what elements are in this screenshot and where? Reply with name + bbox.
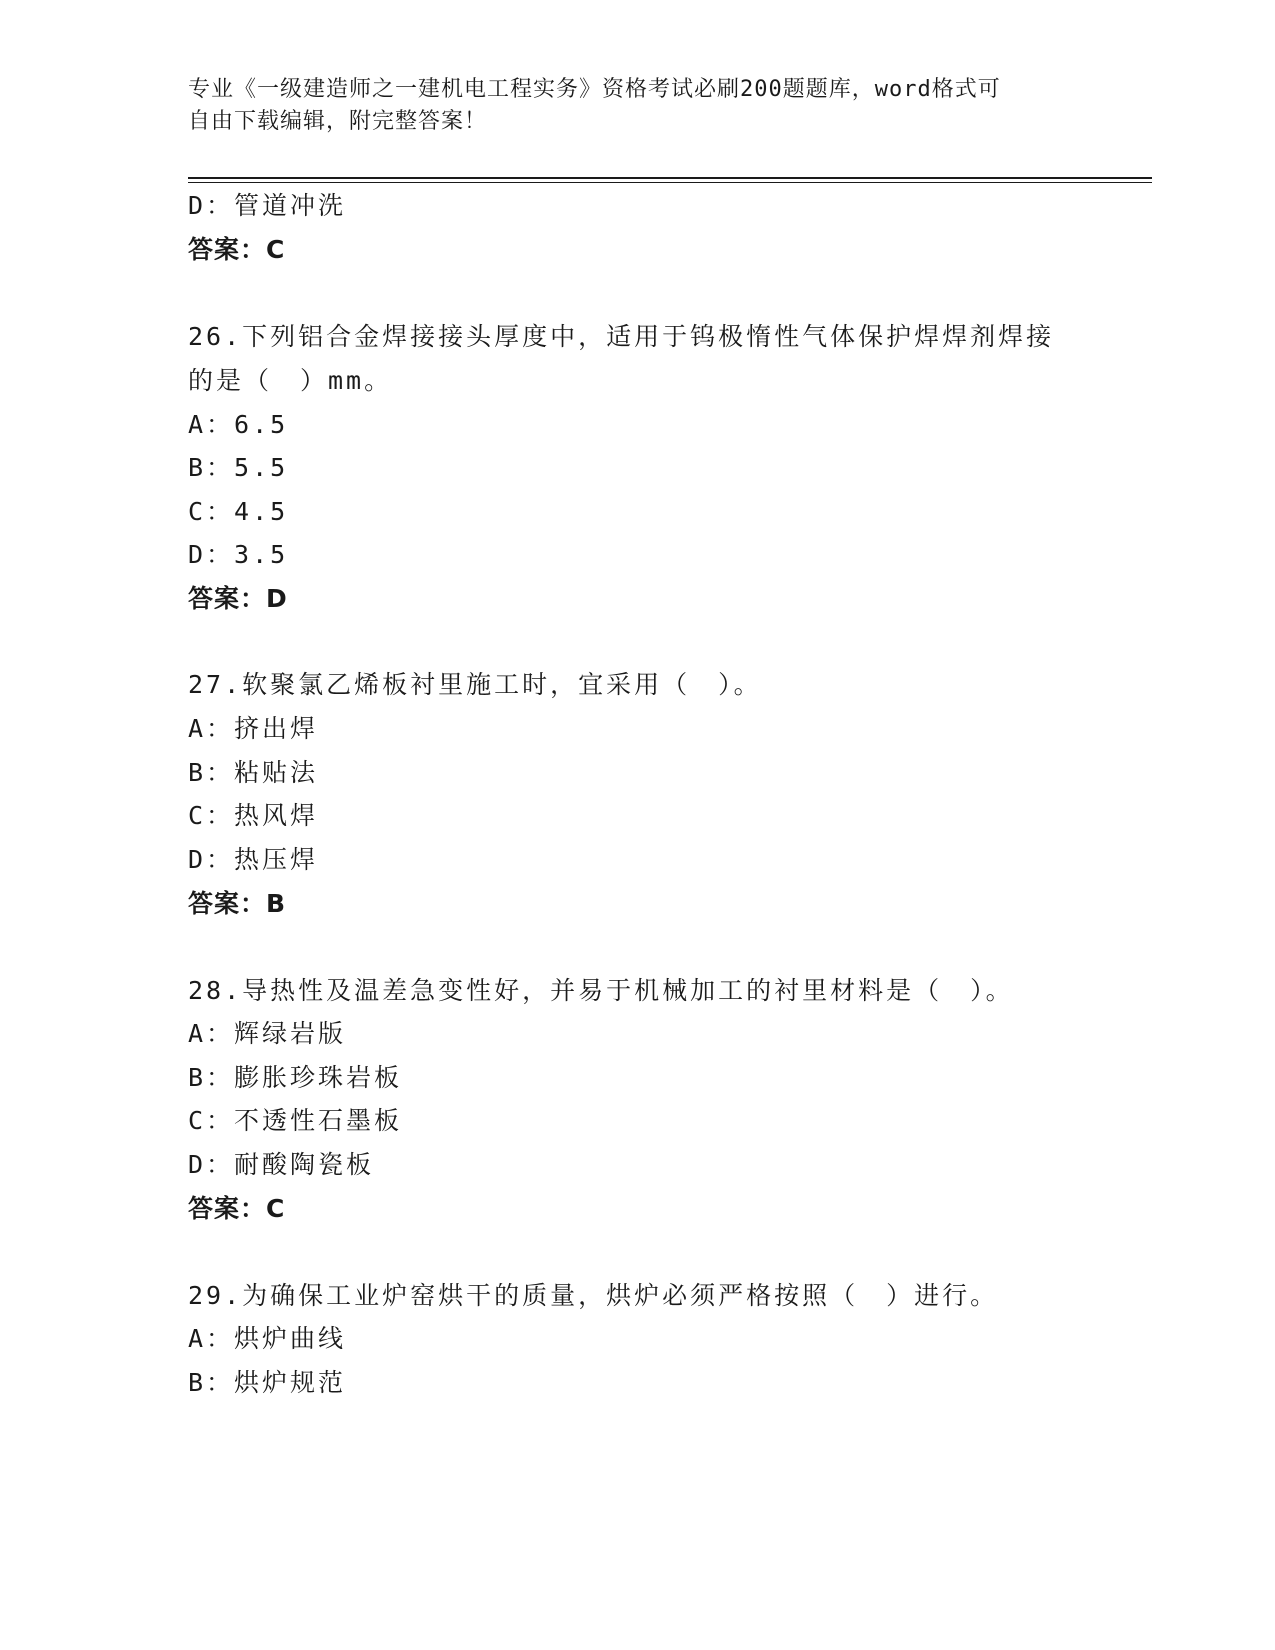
q29-stem: 29.为确保工业炉窑烘干的质量，烘炉必须严格按照（ ）进行。 — [188, 1281, 999, 1310]
q26-stem-line-2: 的是（ ）mm。 — [188, 366, 393, 395]
q27-option-c: C：热风焊 — [188, 801, 319, 830]
prev-answer: 答案：C — [188, 235, 286, 264]
q26-answer: 答案：D — [188, 584, 288, 613]
q27-option-b: B：粘贴法 — [188, 758, 319, 787]
q28-answer: 答案：C — [188, 1194, 286, 1223]
q28-stem: 28.导热性及温差急变性好，并易于机械加工的衬里材料是（ ）。 — [188, 976, 1014, 1005]
header-line-1: 专业《一级建造师之一建机电工程实务》资格考试必刷200题题库，word格式可 — [188, 77, 1001, 102]
document-header — [188, 74, 1088, 138]
q27-answer: 答案：B — [188, 889, 287, 918]
q28-option-d: D：耐酸陶瓷板 — [188, 1150, 375, 1179]
header-line-2: 自由下载编辑，附完整答案！ — [188, 109, 488, 134]
q26-option-a: A：6.5 — [188, 410, 289, 439]
header-divider-thick — [188, 177, 1152, 179]
prev-option-d: D：管道冲洗 — [188, 191, 347, 220]
q27-option-a: A：挤出焊 — [188, 714, 319, 743]
q27-option-d: D：热压焊 — [188, 845, 319, 874]
q27-stem: 27.软聚氯乙烯板衬里施工时，宜采用（ ）。 — [188, 670, 762, 699]
q28-option-b: B：膨胀珍珠岩板 — [188, 1063, 403, 1092]
q29-option-a: A：烘炉曲线 — [188, 1324, 347, 1353]
q26-option-d: D：3.5 — [188, 540, 289, 569]
q26-stem-line-1: 26.下列铝合金焊接接头厚度中，适用于钨极惰性气体保护焊焊剂焊接 — [188, 322, 1055, 351]
q26-option-b: B：5.5 — [188, 453, 289, 482]
q28-option-a: A：辉绿岩版 — [188, 1019, 347, 1048]
q28-option-c: C：不透性石墨板 — [188, 1106, 403, 1135]
header-divider-thin — [188, 182, 1152, 183]
q29-option-b: B：烘炉规范 — [188, 1368, 347, 1397]
q26-option-c: C：4.5 — [188, 497, 289, 526]
